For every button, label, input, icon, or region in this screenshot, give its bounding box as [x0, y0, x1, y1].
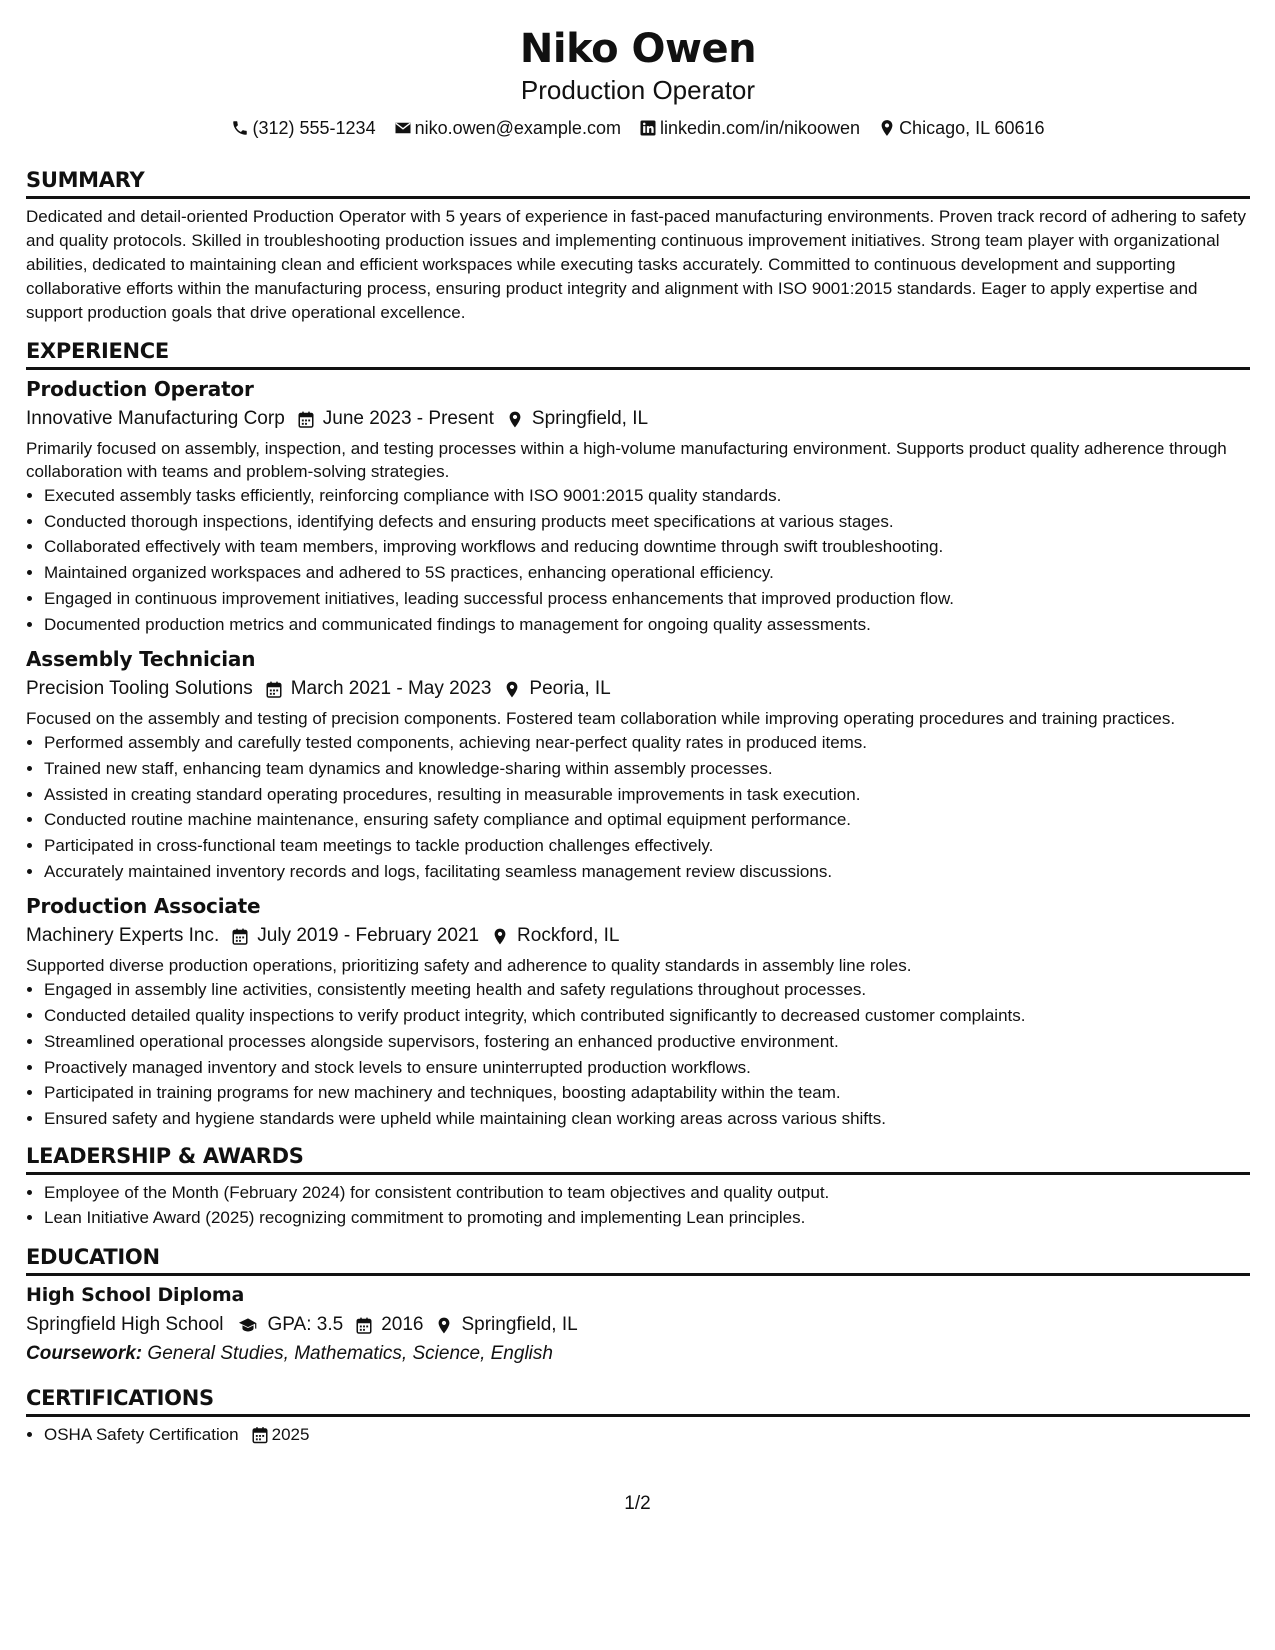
leadership-section: [26, 1144, 1250, 1231]
linkedin-icon: [639, 119, 657, 137]
calendar-icon: [355, 1316, 373, 1335]
job-dates: June 2023 - Present: [322, 408, 494, 429]
phone-icon: [231, 119, 249, 137]
certification-name: • OSHA Safety Certification: [44, 1425, 239, 1445]
resume-page: [26, 0, 1250, 1448]
graduation-year: 2016: [381, 1314, 424, 1336]
calendar-icon: [251, 1426, 269, 1444]
email-text: niko.owen@example.com: [414, 118, 621, 138]
list-item: • Engaged in continuous improvement initiatives, leading successful process enhancements that improved production flow.: [44, 586, 1250, 612]
degree-title: High School Diploma: [26, 1284, 245, 1307]
job-title: Assembly Technician: [26, 647, 256, 672]
job-company: Machinery Experts Inc.: [26, 925, 220, 947]
summary-section: [26, 168, 1250, 325]
contact-location: [878, 116, 1044, 140]
job-entry: [26, 893, 1250, 1131]
job-title: Production Associate: [26, 894, 261, 919]
education-meta: [26, 1311, 1250, 1339]
calendar-icon: [297, 410, 315, 429]
map-pin-icon: [435, 1316, 453, 1335]
list-item: • Executed assembly tasks efficiently, reinforcing compliance with ISO 9001:2015 quality standards.: [44, 483, 1250, 509]
school-name: Springfield High School: [26, 1314, 224, 1336]
list-item: • Trained new staff, enhancing team dynamics and knowledge-sharing within assembly processes.: [44, 756, 1250, 782]
list-item: • Conducted thorough inspections, identifying defects and ensuring products meet specifications at various stages.: [44, 509, 1250, 535]
experience-section: [26, 339, 1250, 1132]
certification-year: 2025: [271, 1425, 310, 1445]
candidate-title: Production Operator: [520, 75, 756, 105]
job-entry: [26, 376, 1250, 637]
map-pin-icon: [491, 927, 509, 946]
job-bullets: [26, 730, 1250, 884]
coursework-label: Coursework:: [26, 1343, 143, 1365]
coursework-line: [26, 1340, 1250, 1368]
job-meta: [26, 405, 1250, 433]
coursework-text: General Studies, Mathematics, Science, English: [147, 1343, 553, 1365]
contact-email[interactable]: [394, 116, 621, 140]
list-item: • Employee of the Month (February 2024) for consistent contribution to team objectives and quality output.: [44, 1180, 1250, 1206]
contact-phone[interactable]: [231, 116, 375, 140]
job-company: Innovative Manufacturing Corp: [26, 408, 285, 429]
job-company: Precision Tooling Solutions: [26, 678, 253, 700]
contact-bar: [26, 116, 1250, 140]
section-heading-education: EDUCATION: [26, 1245, 1250, 1276]
list-item: • Conducted detailed quality inspections to verify product integrity, which contributed significantly to decreased customer complaints.: [44, 1003, 1250, 1029]
phone-text: (312) 555-1234: [252, 118, 376, 138]
job-location: Springfield, IL: [531, 408, 649, 429]
education-section: [26, 1245, 1250, 1368]
section-heading-leadership: LEADERSHIP & AWARDS: [26, 1144, 1250, 1175]
calendar-icon: [231, 927, 249, 946]
resume-header: [26, 26, 1250, 140]
section-heading-experience: EXPERIENCE: [26, 339, 1250, 370]
map-pin-icon: [503, 680, 521, 699]
summary-text: Dedicated and detail-oriented Production Operator with 5 years of experience in fast-paced manufacturing environments. Proven track record of adhering to safety and quality protocols. Skilled in troubleshooting production issues and implementing continuous improvement initiatives. Strong team player with organizational abilities, dedicated to maintaining clean and efficient workspaces while executing tasks accurately. Committed to continuous development and supporting collaborative efforts within the manufacturing process, ensuring product integrity and alignment with ISO 9001:2015 standards. Eager to apply expertise and support production goals that drive operational excellence.: [26, 207, 1246, 322]
calendar-icon: [265, 680, 283, 699]
gpa-text: GPA: 3.5: [267, 1314, 344, 1336]
certifications-section: [26, 1386, 1250, 1448]
job-description: Focused on the assembly and testing of precision components. Fostered team collaboration while improving operating procedures and training practices.: [26, 709, 1176, 729]
list-item: • Collaborated effectively with team members, improving workflows and reducing downtime through swift troubleshooting.: [44, 534, 1250, 560]
candidate-name: Niko Owen: [519, 26, 757, 72]
list-item: • Assisted in creating standard operating procedures, resulting in measurable improvements in task execution.: [44, 782, 1250, 808]
job-meta: [26, 675, 1250, 703]
section-heading-summary: SUMMARY: [26, 168, 1250, 199]
list-item: • Documented production metrics and communicated findings to management for ongoing quality assessments.: [44, 612, 1250, 638]
list-item: • Participated in training programs for new machinery and techniques, boosting adaptability within the team.: [44, 1080, 1250, 1106]
graduation-cap-icon: [236, 1316, 260, 1335]
list-item: • Streamlined operational processes alongside supervisors, fostering an enhanced productive environment.: [44, 1029, 1250, 1055]
job-title: Production Operator: [26, 377, 254, 401]
list-item: • Engaged in assembly line activities, consistently meeting health and safety regulations throughout processes.: [44, 977, 1250, 1003]
job-meta: [26, 922, 1250, 950]
job-description: Primarily focused on assembly, inspection, and testing processes within a high-volume manufacturing environment. Supports product quality adherence through collaboration with teams and problem-solving strategies.: [26, 439, 1227, 481]
envelope-icon: [394, 119, 412, 137]
certification-entry: [44, 1422, 309, 1448]
job-bullets: [26, 977, 1250, 1131]
school-location: Springfield, IL: [461, 1314, 578, 1336]
job-dates: March 2021 - May 2023: [290, 678, 492, 700]
map-pin-icon: [878, 119, 896, 137]
list-item: • Participated in cross-functional team meetings to tackle production challenges effectively.: [44, 833, 1250, 859]
list-item: • Accurately maintained inventory records and logs, facilitating seamless management review discussions.: [44, 859, 1250, 885]
page-number: 1/2: [624, 1493, 651, 1514]
list-item: • Performed assembly and carefully tested components, achieving near-perfect quality rates in produced items.: [44, 730, 1250, 756]
job-location: Rockford, IL: [517, 925, 620, 947]
job-bullets: [26, 483, 1250, 637]
contact-linkedin[interactable]: [639, 116, 860, 140]
location-text: Chicago, IL 60616: [899, 118, 1045, 138]
leadership-bullets: [26, 1180, 1250, 1231]
list-item: • Proactively managed inventory and stock levels to ensure uninterrupted production workflows.: [44, 1055, 1250, 1081]
list-item: [44, 1422, 1250, 1448]
linkedin-text: linkedin.com/in/nikoowen: [659, 118, 861, 138]
list-item: • Maintained organized workspaces and adhered to 5S practices, enhancing operational efficiency.: [44, 560, 1250, 586]
job-entry: [26, 646, 1250, 884]
list-item: • Ensured safety and hygiene standards were upheld while maintaining clean working areas across various shifts.: [44, 1106, 1250, 1132]
job-dates: July 2019 - February 2021: [257, 925, 480, 947]
job-location: Peoria, IL: [529, 678, 611, 700]
job-description: Supported diverse production operations, prioritizing safety and adherence to quality standards in assembly line roles.: [26, 956, 912, 976]
map-pin-icon: [506, 410, 524, 429]
certification-list: [26, 1422, 1250, 1448]
list-item: • Conducted routine machine maintenance, ensuring safety compliance and optimal equipment performance.: [44, 807, 1250, 833]
list-item: • Lean Initiative Award (2025) recognizing commitment to promoting and implementing Lean principles.: [44, 1205, 1250, 1231]
section-heading-certifications: CERTIFICATIONS: [26, 1386, 1250, 1417]
